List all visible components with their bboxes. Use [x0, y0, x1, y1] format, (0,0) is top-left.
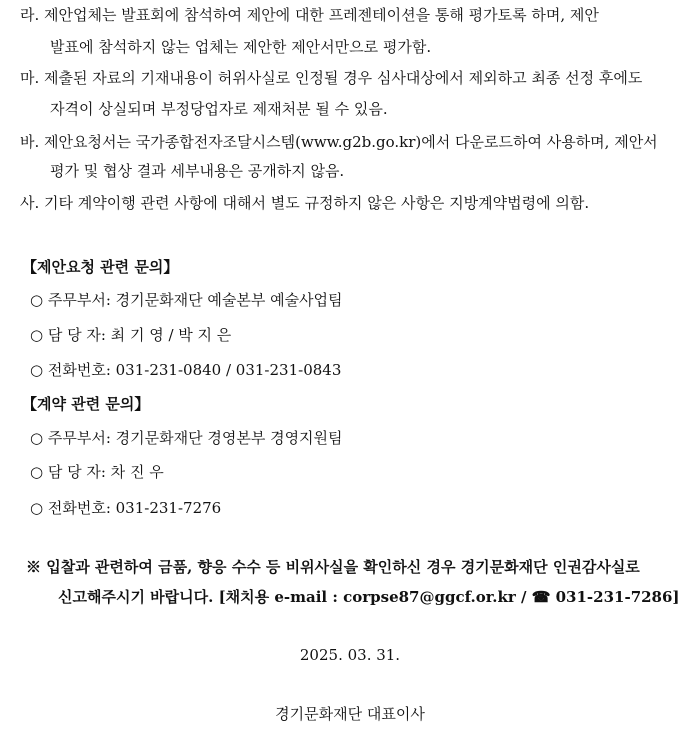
item-ra-line-1: 라. 제안업체는 발표회에 참석하여 제안에 대한 프레젠테이션을 통해 평가토록 하며, 제안	[20, 6, 599, 24]
proposal-department: ○ 주무부서: 경기문화재단 예술본부 예술사업팀	[30, 291, 343, 309]
item-ma-line-2: 자격이 상실되며 부정당업자로 제재처분 될 수 있음.	[50, 100, 388, 118]
item-ma-line-1: 마. 제출된 자료의 기재내용이 허위사실로 인정될 경우 심사대상에서 제외하고 최종 선정 후에도	[20, 69, 643, 87]
proposal-contact-person: ○ 담 당 자: 최 기 영 / 박 지 은	[30, 326, 232, 344]
document-date: 2025. 03. 31.	[299, 646, 401, 664]
signature-line: 경기문화재단 대표이사	[275, 705, 425, 723]
ethics-notice-line-2: 신고해주시기 바랍니다. [채치용 e-mail : corpse87@ggcf.or.kr / ☎ 031-231-7286]	[58, 588, 680, 606]
item-ra-line-2: 발표에 참석하지 않는 업체는 제안한 제안서만으로 평가함.	[50, 38, 432, 56]
contract-phone: ○ 전화번호: 031-231-7276	[30, 499, 222, 517]
proposal-inquiry-heading: 【제안요청 관련 문의】	[22, 258, 179, 276]
ethics-notice-line-1: ※ 입찰과 관련하여 금품, 향응 수수 등 비위사실을 확인하신 경우 경기문화재단 인권감사실로	[26, 558, 640, 576]
item-ba-line-2: 평가 및 협상 결과 세부내용은 공개하지 않음.	[50, 162, 345, 180]
contract-contact-person: ○ 담 당 자: 차 진 우	[30, 463, 164, 481]
item-ba-line-1: 바. 제안요청서는 국가종합전자조달시스템(www.g2b.go.kr)에서 다운로드하여 사용하며, 제안서	[20, 133, 658, 151]
contract-department: ○ 주무부서: 경기문화재단 경영본부 경영지원팀	[30, 429, 343, 447]
item-sa-line-1: 사. 기타 계약이행 관련 사항에 대해서 별도 규정하지 않은 사항은 지방계약법령에 의함.	[20, 194, 590, 212]
contract-inquiry-heading: 【계약 관련 문의】	[22, 395, 150, 413]
proposal-phone: ○ 전화번호: 031-231-0840 / 031-231-0843	[30, 361, 342, 379]
